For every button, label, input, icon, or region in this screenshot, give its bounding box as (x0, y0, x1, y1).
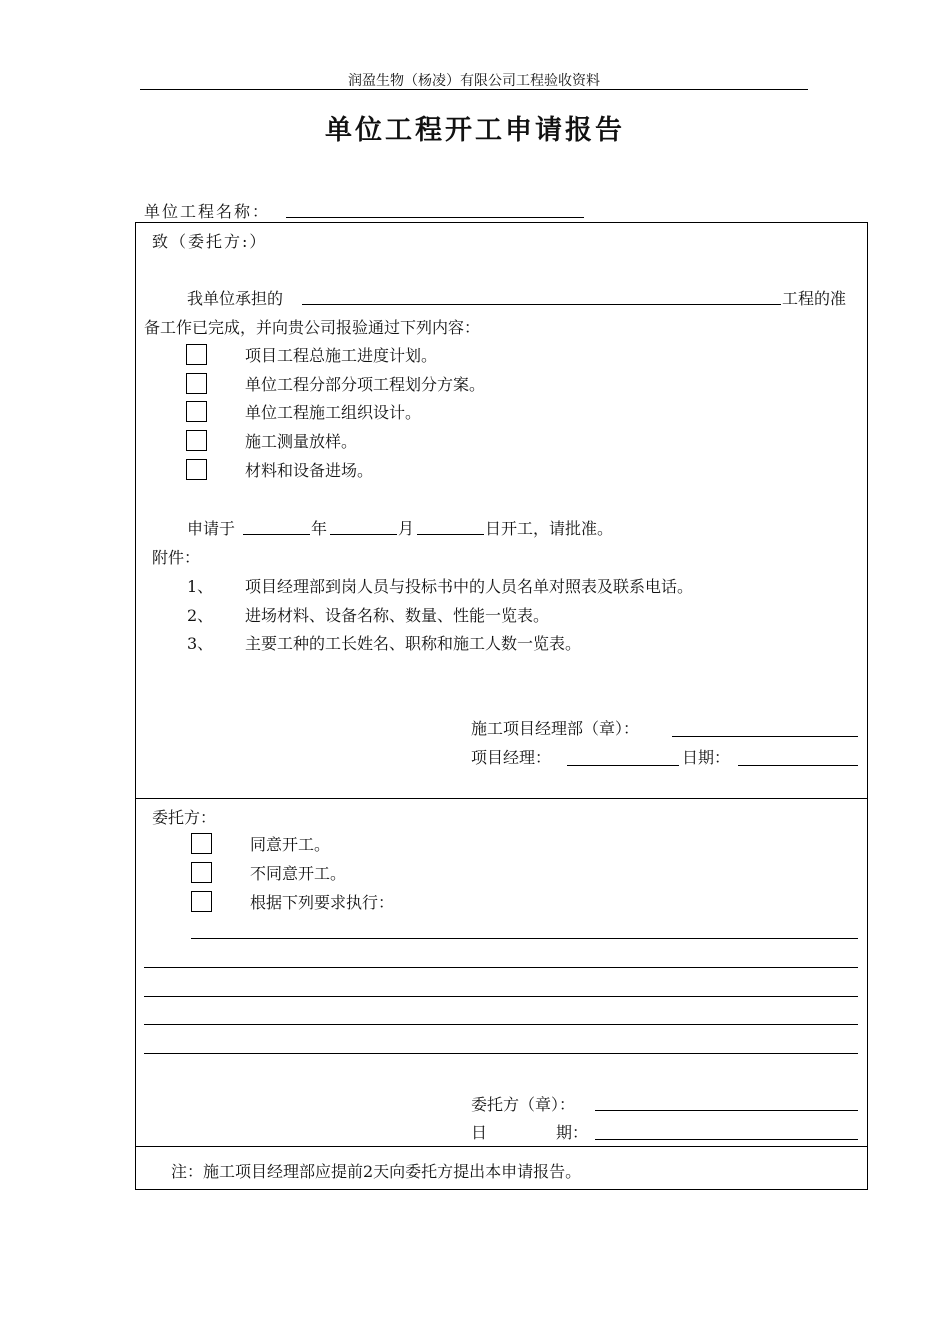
requirement-line[interactable] (144, 967, 858, 968)
date-label: 日期： (682, 748, 731, 767)
unit-name-field[interactable] (286, 217, 584, 218)
checkbox-division-plan[interactable] (186, 373, 207, 394)
form-frame (135, 222, 868, 1190)
checkbox-conditional[interactable] (191, 891, 212, 912)
intro-line2: 备工作已完成，并向贵公司报验通过下列内容： (144, 318, 481, 337)
client-date-field[interactable] (595, 1139, 858, 1140)
intro-suffix: 工程的准 (782, 289, 847, 308)
to-client-label: 致（委托方:） (152, 232, 268, 251)
footer-note: 注：施工项目经理部应提前2天向委托方提出本申请报告。 (171, 1162, 582, 1181)
client-date-label-b: 期： (556, 1123, 589, 1142)
header-rule (140, 89, 808, 90)
client-date-label-a: 日 (471, 1123, 488, 1142)
client-seal-label: 委托方（章）： (471, 1095, 576, 1114)
checklist-item: 单位工程分部分项工程划分方案。 (245, 375, 486, 394)
attachment-text: 项目经理部到岗人员与投标书中的人员名单对照表及联系电话。 (245, 577, 694, 596)
manager-label: 项目经理： (471, 748, 552, 767)
date-field[interactable] (738, 765, 858, 766)
attachment-number: 2、 (187, 606, 214, 625)
dept-seal-label: 施工项目经理部（章）： (471, 719, 640, 738)
requirement-line[interactable] (144, 1053, 858, 1054)
page-title: 单位工程开工申请报告 (325, 115, 625, 146)
attachment-text: 进场材料、设备名称、数量、性能一览表。 (245, 606, 550, 625)
checkbox-survey-layout[interactable] (186, 430, 207, 451)
manager-field[interactable] (567, 765, 679, 766)
checkbox-agree[interactable] (191, 833, 212, 854)
day-field[interactable] (417, 534, 484, 535)
requirement-line[interactable] (144, 996, 858, 997)
checklist-item: 项目工程总施工进度计划。 (245, 346, 438, 365)
checklist-item: 材料和设备进场。 (245, 461, 374, 480)
attachment-number: 1、 (187, 577, 214, 596)
requirement-line[interactable] (191, 938, 858, 939)
checklist-item: 施工测量放样。 (245, 432, 358, 451)
client-option: 根据下列要求执行： (250, 893, 395, 912)
attachments-label: 附件： (152, 548, 201, 567)
attachment-number: 3、 (187, 634, 214, 653)
client-option: 不同意开工。 (250, 864, 347, 883)
unit-name-label: 单位工程名称： (144, 202, 271, 221)
client-seal-field[interactable] (595, 1110, 858, 1111)
section-divider-1 (135, 798, 868, 799)
project-name-field[interactable] (302, 304, 781, 305)
checkbox-progress-plan[interactable] (186, 344, 207, 365)
month-label: 月 (398, 519, 415, 538)
year-label: 年 (311, 519, 328, 538)
attachment-text: 主要工种的工长姓名、职称和施工人数一览表。 (245, 634, 582, 653)
apply-suffix: 日开工，请批准。 (485, 519, 614, 538)
requirement-line[interactable] (144, 1024, 858, 1025)
apply-prefix: 申请于 (187, 519, 236, 538)
checkbox-materials-equipment[interactable] (186, 459, 207, 480)
checklist-item: 单位工程施工组织设计。 (245, 403, 422, 422)
dept-seal-field[interactable] (672, 736, 858, 737)
client-label: 委托方： (152, 808, 217, 827)
intro-prefix: 我单位承担的 (187, 289, 284, 308)
section-divider-2 (135, 1146, 868, 1147)
year-field[interactable] (243, 534, 310, 535)
client-option: 同意开工。 (250, 835, 331, 854)
checkbox-disagree[interactable] (191, 862, 212, 883)
checkbox-construction-design[interactable] (186, 401, 207, 422)
page-header: 润盈生物（杨凌）有限公司工程验收资料 (348, 73, 600, 89)
month-field[interactable] (330, 534, 397, 535)
